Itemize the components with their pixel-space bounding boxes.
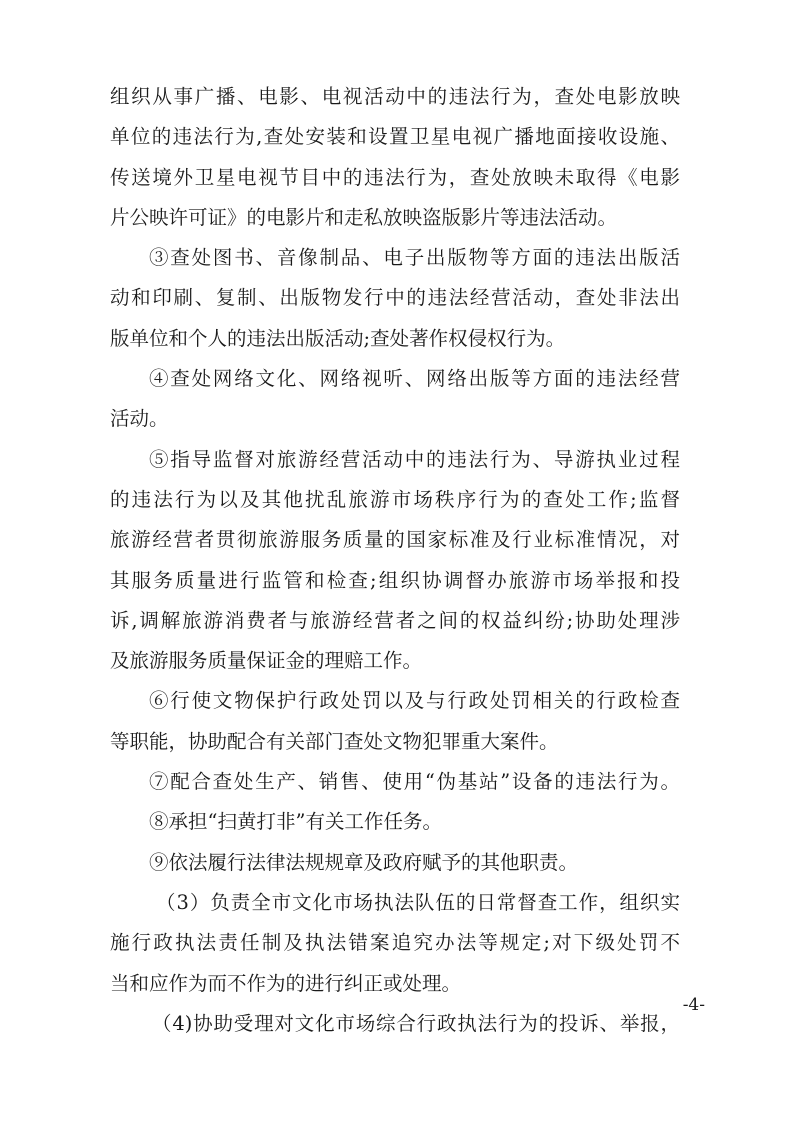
text-line: 当和应作为而不作为的进行纠正或处理。 [110,971,462,995]
text-line: ⑧承担“扫黄打非”有关工作任务。 [149,810,442,834]
text-line: ⑨依法履行法律法规规章及政府赋予的其他职责。 [149,850,579,874]
text-line: 诉,调解旅游消费者与旅游经营者之间的权益纠纷;协助处理涉 [110,608,680,632]
text-line: 片公映许可证》的电影片和走私放映盗版影片等违法活动。 [110,205,618,229]
text-line: ③查处图书、音像制品、电子出版物等方面的违法出版活 [149,246,680,270]
text-line: 传送境外卫星电视节目中的违法行为，查处放映未取得《电影 [110,165,680,189]
text-line: 版单位和个人的违法出版活动;查处著作权侵权行为。 [110,326,566,350]
text-line: 施行政执法责任制及执法错案追究办法等规定;对下级处罚不 [110,931,680,955]
text-line: ⑥行使文物保护行政处罚以及与行政处罚相关的行政检查 [149,689,680,713]
text-line: ④查处网络文化、网络视听、网络出版等方面的违法经营 [149,367,680,391]
text-line: 活动。 [110,407,169,431]
text-line: 及旅游服务质量保证金的理赔工作。 [110,649,423,673]
body-text [110,77,680,1044]
text-line: （4)协助受理对文化市场综合行政执法行为的投诉、举报， [152,1011,680,1035]
page-number: -4- [682,995,705,1015]
text-line: 的违法行为以及其他扰乱旅游市场秩序行为的查处工作;监督 [110,487,680,511]
text-line: ⑤指导监督对旅游经营活动中的违法行为、导游执业过程 [149,447,680,471]
text-line: 动和印刷、复制、出版物发行中的违法经营活动，查处非法出 [110,286,680,310]
text-line: 其服务质量进行监管和检查;组织协调督办旅游市场举报和投 [110,568,680,592]
text-line: 等职能，协助配合有关部门查处文物犯罪重大案件。 [110,729,559,753]
text-line: 组织从事广播、电影、电视活动中的违法行为，查处电影放映 [110,85,680,108]
text-line: ⑦配合查处生产、销售、使用“伪基站”设备的违法行为。 [149,770,680,794]
text-line: （3）负责全市文化市场执法队伍的日常督查工作，组织实 [156,890,680,914]
text-line: 单位的违法行为,查处安装和设置卫星电视广播地面接收设施、 [110,125,680,149]
text-line: 旅游经营者贯彻旅游服务质量的国家标准及行业标准情况，对 [110,528,680,552]
